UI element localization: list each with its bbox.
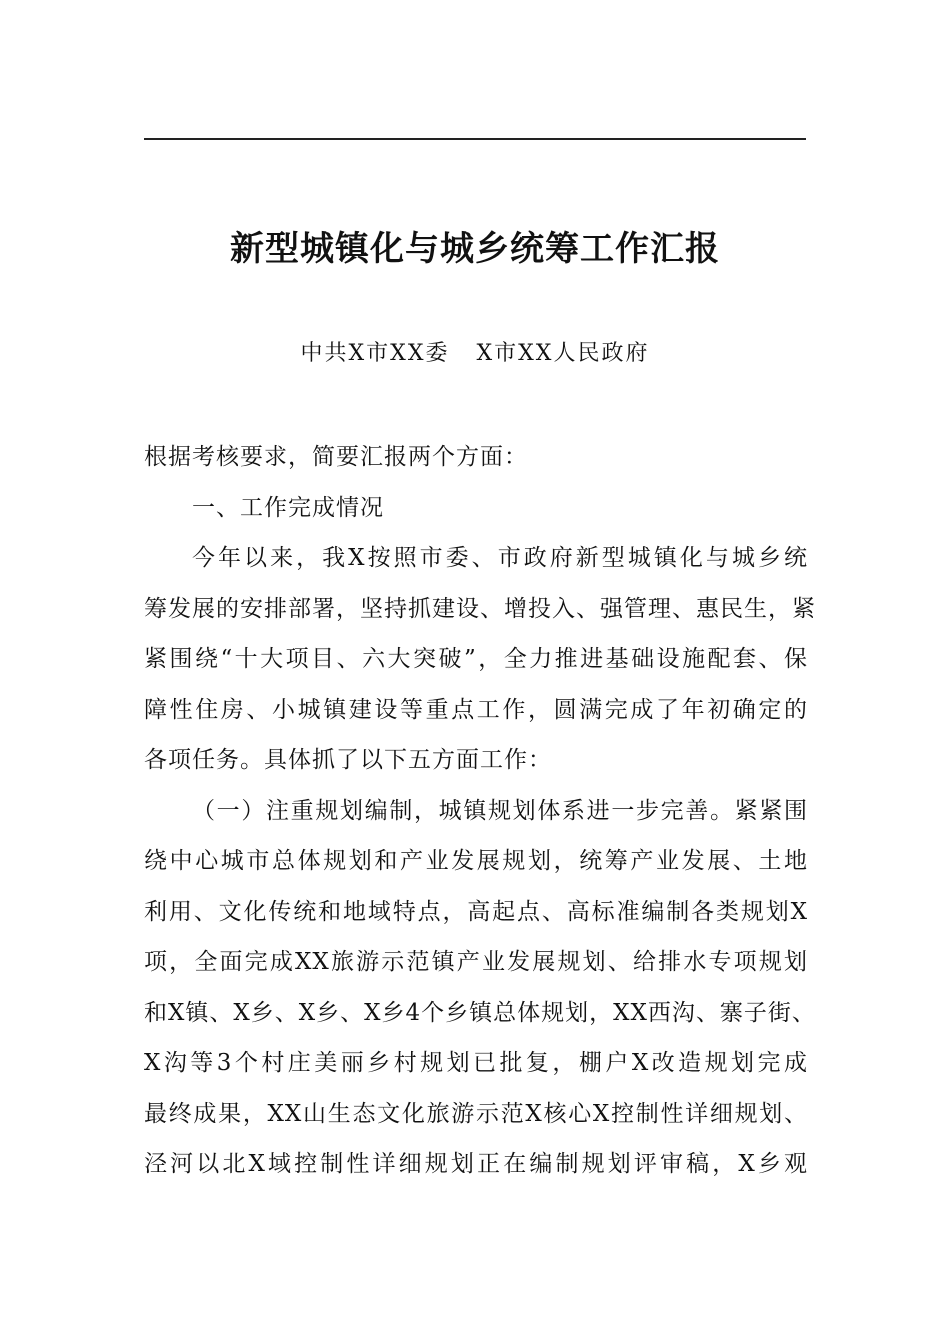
paragraph-line: 和X镇、X乡、X乡、X乡4个乡镇总体规划，XX西沟、寨子街、 <box>144 999 816 1026</box>
paragraph-line: 筹发展的安排部署，坚持抓建设、增投入、强管理、惠民生，紧 <box>144 595 816 622</box>
paragraph-line: X沟等3个村庄美丽乡村规划已批复，棚户X改造规划完成 <box>144 1050 808 1076</box>
header-rule <box>144 138 806 140</box>
document-body <box>144 432 816 1190</box>
paragraph-line: 项，全面完成XX旅游示范镇产业发展规划、给排水专项规划 <box>144 949 808 975</box>
paragraph-line: 今年以来，我X按照市委、市政府新型城镇化与城乡统 <box>192 545 808 571</box>
document-title: 新型城镇化与城乡统筹工作汇报 <box>230 229 720 269</box>
section-heading: 一、工作完成情况 <box>192 494 384 521</box>
paragraph-line: 紧围绕“十大项目、六大突破”，全力推进基础设施配套、保 <box>144 646 808 672</box>
paragraph-line: 各项任务。具体抓了以下五方面工作： <box>144 747 552 773</box>
paragraph-line: （一）注重规划编制，城镇规划体系进一步完善。紧紧围 <box>192 797 808 824</box>
issuing-authority: 中共X市XX委 X市XX人民政府 <box>300 341 650 366</box>
paragraph-line: 最终成果，XX山生态文化旅游示范X核心X控制性详细规划、 <box>144 1100 808 1127</box>
paragraph-line: 障性住房、小城镇建设等重点工作，圆满完成了年初确定的 <box>144 696 808 723</box>
paragraph-line: 泾河以北X域控制性详细规划正在编制规划评审稿，X乡观 <box>144 1151 808 1177</box>
paragraph-line: 绕中心城市总体规划和产业发展规划，统筹产业发展、土地 <box>144 848 808 874</box>
paragraph-line: 利用、文化传统和地域特点，高起点、高标准编制各类规划X <box>144 898 808 925</box>
intro-line: 根据考核要求，简要汇报两个方面： <box>144 444 528 470</box>
